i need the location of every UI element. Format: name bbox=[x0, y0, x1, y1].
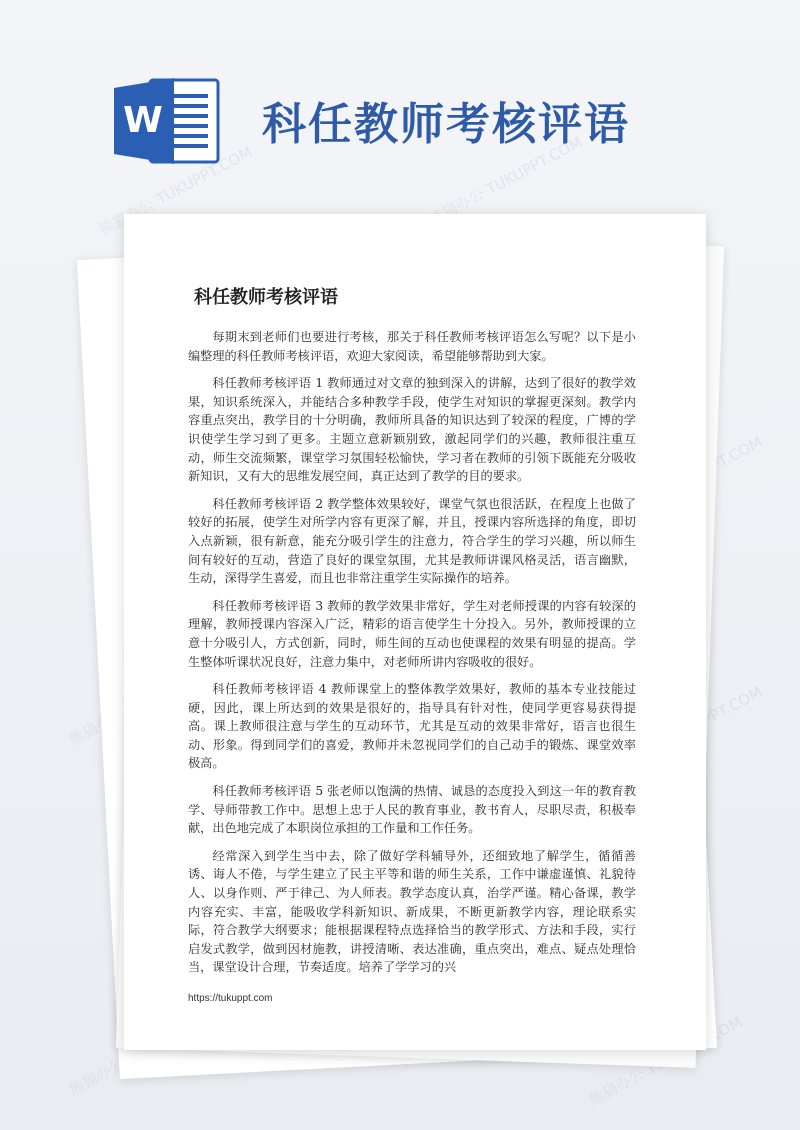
paragraph: 科任教师考核评语 1 教师通过对文章的独到深入的讲解，达到了很好的教学效果，知识系统深入，并能结合多种教学手段，使学生对知识的掌握更深刻。教学内容重点突出，教学目的十分明确，教师所具备的知识达到了较深的程度，广博的学识使学生学习到了更多。主题立意新颖别致，激起同学们的兴趣，教师很注重互动，师生交流频繁，课堂学习氛围轻松愉快，学习者在教师的引领下既能充分吸收新知识，又有大的思维发展空间，真正达到了教学的目的要求。 bbox=[188, 376, 636, 484]
paragraph: 科任教师考核评语 4 教师课堂上的整体教学效果好，教师的基本专业技能过硬，因此，课上所达到的效果是很好的，指导具有针对性，使同学更容易获得提高。课上教师很注意与学生的互动环节，尤其是互动的效果非常好，语言也很生动、形象。得到同学们的喜爱，教师并未忽视同学们的自己动手的锻炼、课堂效率极高。 bbox=[188, 682, 636, 771]
page-title: 科任教师考核评语 bbox=[262, 99, 630, 150]
paragraph: 每期末到老师们也要进行考核，那关于科任教师考核评语怎么写呢？以下是小编整理的科任教师考核评语，欢迎大家阅读，希望能够帮助到大家。 bbox=[188, 330, 636, 363]
paragraph: 科任教师考核评语 2 教学整体效果较好，课堂气氛也很活跃，在程度上也做了较好的拓展，使学生对所学内容有更深了解，并且，授课内容所选择的角度，即切入点新颖，很有新意，能充分吸引学生的注意力，符合学生的学习兴趣，所以师生间有较好的互动，营造了良好的课堂氛围，尤其是教师讲课风格灵活，语言幽默，生动，深得学生喜爱，而且也非常注重学生实际操作的培养。 bbox=[188, 496, 636, 586]
paragraph: 科任教师考核评语 3 教师的教学效果非常好，学生对老师授课的内容有较深的理解，教师授课内容深入广泛，精彩的语言使学生十分投入。另外，教师授课的立意十分吸引人，方式创新，同时，师生间的互动也使课程的效果有明显的提高。学生整体听课状况良好，注意力集中，对老师所讲内容吸收的很好。 bbox=[188, 598, 636, 669]
paragraph: 科任教师考核评语 5 张老师以饱满的热情、诚恳的态度投入到这一年的教育教学、导师带教工作中。思想上忠于人民的教育事业，教书育人，尽职尽责，积极奉献，出色地完成了本职岗位承担的工作量和工作任务。 bbox=[188, 784, 636, 836]
source-url: https://tukuppt.com bbox=[188, 993, 273, 1004]
word-doc-icon bbox=[112, 74, 222, 168]
document-heading: 科任教师考核评语 bbox=[194, 287, 338, 308]
document-body bbox=[188, 328, 636, 978]
logo-letter: W bbox=[123, 100, 163, 141]
paragraph: 经常深入到学生当中去，除了做好学科辅导外，还细致地了解学生，循循善诱、诲人不倦，与学生建立了民主平等和谐的师生关系，工作中谦虚谨慎、礼貌待人、以身作则、严于律己、为人师表。教学态度认真，治学严谨。精心备课，教学内容充实、丰富，能吸收学科新知识、新成果，不断更新教学内容，理论联系实际，符合教学大纲要求；能根据课程特点选择恰当的教学形式、方法和手段，实行启发式教学，做到因材施教，讲授清晰、表达准确，重点突出，难点、疑点处理恰当，课堂设计合理，节奏适度。培养了学学习的兴 bbox=[188, 848, 636, 975]
